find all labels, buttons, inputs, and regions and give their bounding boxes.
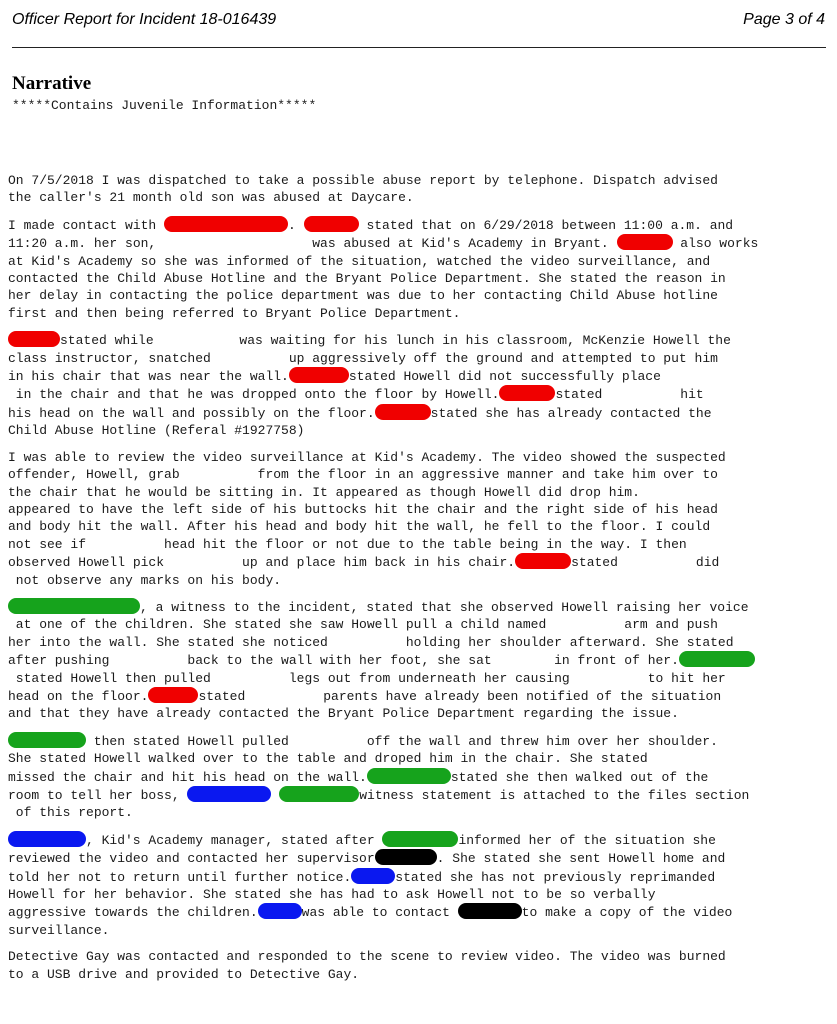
text-segment: Howell for her behavior. She stated she has had to ask Howell not to be so verbally (8, 887, 656, 903)
text-line (8, 553, 830, 571)
redaction-mark (289, 367, 349, 383)
text-segment: class instructor, snatched up aggressively off the ground and attempted to put him (8, 350, 718, 366)
text-segment: then stated Howell pulled off the wall and threw him over her shoulder. (86, 733, 718, 749)
text-segment: her delay in contacting the police department was due to her contacting Child Abuse hotline (8, 288, 718, 304)
text-segment: , Kid's Academy manager, stated after (86, 832, 383, 848)
redaction-mark (617, 234, 673, 250)
text-segment: to a USB drive and provided to Detective Gay. (8, 966, 360, 982)
text-line (8, 216, 830, 234)
text-segment: On 7/5/2018 I was dispatched to take a possible abuse report by telephone. Dispatch advised (8, 173, 718, 188)
text-line (8, 518, 830, 535)
redaction-mark (382, 831, 458, 847)
redaction-mark (8, 598, 140, 614)
text-segment: and that they have already contacted the Bryant Police Department regarding the issue. (8, 706, 679, 722)
text-segment: room to tell her boss, (8, 788, 188, 803)
text-segment: aggressive towards the children. (8, 905, 258, 921)
text-segment: informed her of the situation she (458, 832, 716, 848)
text-segment: Child Abuse Hotline (Referal #1927758) (8, 423, 305, 439)
narrative-paragraph (8, 216, 830, 322)
section-heading: Narrative (12, 73, 92, 94)
text-segment: was able to contact (301, 905, 458, 921)
text-segment: appeared to have the left side of his buttocks hit the chair and the right side of his head (8, 501, 718, 517)
redaction-mark (8, 331, 60, 347)
text-segment: witness statement is attached to the files section (359, 788, 750, 803)
text-line (8, 172, 830, 189)
redaction-mark (164, 216, 288, 232)
redaction-mark (279, 786, 359, 802)
text-segment: at Kid's Academy so she was informed of the situation, watched the video surveillance, and (8, 253, 711, 269)
redaction-mark (8, 831, 86, 847)
text-segment: in the chair and that he was dropped onto the floor by Howell. (8, 387, 500, 403)
text-line (8, 253, 830, 270)
page-number: Page 3 of 4 (743, 11, 825, 28)
redaction-mark (351, 868, 395, 884)
text-line (8, 270, 830, 287)
text-segment: of this report. (8, 805, 133, 821)
text-segment: and body hit the wall. After his head and body hit the wall, he fell to the floor. I could (8, 519, 711, 535)
text-line (8, 768, 830, 786)
text-line (8, 404, 830, 422)
juvenile-notice: *****Contains Juvenile Information***** (12, 98, 317, 113)
redaction-mark (458, 903, 522, 919)
redaction-mark (375, 849, 437, 865)
text-line (8, 831, 830, 849)
report-title: Officer Report for Incident 18-016439 (12, 11, 277, 28)
text-segment: not see if head hit the floor or not due to the table being in the way. I then (8, 536, 687, 552)
text-line (8, 287, 830, 304)
text-line (8, 616, 830, 633)
text-segment: told her not to return until further notice. (8, 869, 352, 885)
text-segment: stated Howell then pulled legs out from underneath her causing to hit her (8, 670, 726, 686)
text-line (8, 868, 830, 886)
redaction-mark (499, 385, 555, 401)
redaction-mark (515, 553, 571, 569)
text-line (8, 484, 830, 501)
text-segment: stated she has not previously reprimanded (395, 869, 716, 885)
text-line (8, 903, 830, 921)
narrative-paragraph (8, 172, 830, 207)
text-line (8, 449, 830, 466)
narrative-paragraph (8, 732, 830, 822)
redaction-mark (8, 732, 86, 748)
text-segment: the chair that he would be sitting in. It appeared as though Howell did drop him. (8, 484, 640, 500)
text-line (8, 732, 830, 750)
text-segment: observed Howell pick up and place him back in his chair. (8, 555, 516, 571)
header-divider (12, 47, 826, 48)
text-line (8, 367, 830, 385)
text-line (8, 501, 830, 518)
text-segment: . (288, 217, 304, 233)
text-segment: stated Howell did not successfully place (348, 369, 661, 385)
text-line (8, 705, 830, 722)
text-line (8, 634, 830, 651)
text-segment: offender, Howell, grab from the floor in an aggressive manner and take him over to (8, 467, 718, 483)
text-segment: Detective Gay was contacted and responded to the scene to review video. The video was burned (8, 949, 726, 965)
text-segment: to make a copy of the video (521, 905, 733, 921)
text-segment: her into the wall. She stated she noticed holding her shoulder afterward. She stated (8, 634, 734, 650)
text-line (8, 966, 830, 983)
text-line (8, 886, 830, 903)
text-segment: stated hit (555, 387, 704, 403)
text-line (8, 651, 830, 669)
text-segment: stated she has already contacted the (430, 405, 712, 421)
redaction-mark (367, 768, 451, 784)
text-segment: missed the chair and hit his head on the wall. (8, 769, 367, 785)
text-segment: head on the floor. (8, 688, 149, 704)
text-segment: contacted the Child Abuse Hotline and the Bryant Police Department. She stated the reason in (8, 271, 726, 287)
text-segment: the caller's 21 month old son was abused at Daycare. (8, 190, 414, 206)
text-segment: She stated Howell walked over to the table and droped him in the chair. She stated (8, 751, 648, 767)
redaction-mark (304, 216, 359, 232)
text-segment: reviewed the video and contacted her supervisor (8, 851, 375, 867)
redaction-mark (187, 786, 271, 802)
text-segment: not observe any marks on his body. (8, 572, 282, 588)
narrative-paragraph (8, 831, 830, 939)
narrative-body (8, 172, 830, 992)
text-line (8, 750, 830, 767)
text-line (8, 422, 830, 439)
text-segment: first and then being referred to Bryant Police Department. (8, 305, 461, 321)
text-line (8, 572, 830, 589)
text-segment: 11:20 a.m. her son, was abused at Kid's Academy in Bryant. (8, 236, 617, 252)
text-segment: after pushing back to the wall with her foot, she sat in front of her. (8, 653, 679, 669)
narrative-paragraph (8, 598, 830, 723)
text-line (8, 849, 830, 867)
redaction-mark (258, 903, 302, 919)
text-line (8, 948, 830, 965)
text-line (8, 598, 830, 616)
text-line (8, 331, 830, 349)
narrative-paragraph (8, 948, 830, 983)
text-segment: stated while was waiting for his lunch in his classroom, McKenzie Howell the (60, 333, 731, 349)
text-segment (271, 788, 279, 803)
text-line (8, 687, 830, 705)
text-line (8, 350, 830, 367)
text-segment: his head on the wall and possibly on the floor. (8, 405, 375, 421)
text-segment: , a witness to the incident, stated that she observed Howell raising her voice (140, 599, 749, 615)
redaction-mark (375, 404, 431, 420)
text-line (8, 234, 830, 252)
text-line (8, 670, 830, 687)
text-segment: also works (672, 236, 759, 252)
narrative-paragraph (8, 449, 830, 589)
text-segment: stated parents have already been notified of the situation (198, 688, 722, 704)
text-line (8, 922, 830, 939)
text-segment: I was able to review the video surveillance at Kid's Academy. The video showed the suspected (8, 449, 726, 465)
text-line (8, 786, 830, 804)
text-line (8, 536, 830, 553)
text-segment: stated that on 6/29/2018 between 11:00 a.m. and (358, 217, 734, 233)
text-segment: surveillance. (8, 922, 110, 938)
text-segment: I made contact with (8, 217, 165, 233)
redaction-mark (679, 651, 755, 667)
text-line (8, 385, 830, 403)
text-line (8, 189, 830, 206)
narrative-paragraph (8, 331, 830, 439)
text-line (8, 466, 830, 483)
text-segment: . She stated she sent Howell home and (436, 851, 726, 867)
redaction-mark (148, 687, 198, 703)
text-segment: at one of the children. She stated she saw Howell pull a child named arm and push (8, 617, 718, 633)
text-segment: in his chair that was near the wall. (8, 369, 289, 385)
text-segment: stated she then walked out of the (450, 769, 709, 785)
text-segment: stated did (571, 555, 720, 571)
text-line (8, 804, 830, 821)
text-line (8, 305, 830, 322)
